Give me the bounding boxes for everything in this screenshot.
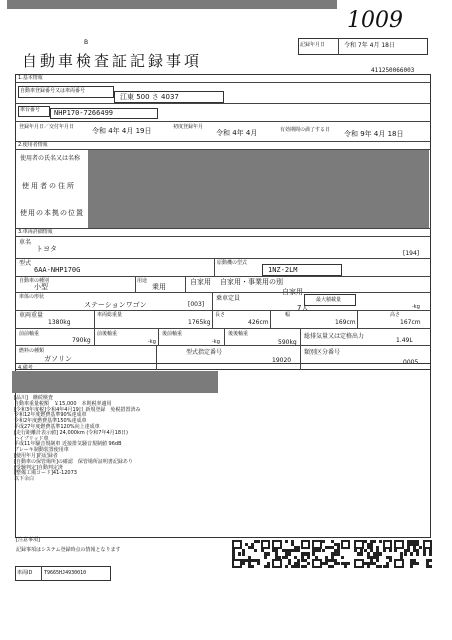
redacted-user-info: [88, 150, 429, 228]
kind-value: 小型: [34, 283, 48, 291]
qr-module: [429, 552, 432, 555]
engine-label: 原動機の型式: [217, 260, 248, 266]
remarks-line: [受験判定]自動判定済: [14, 464, 63, 471]
designation-value: 19020: [272, 357, 292, 364]
length-label: 長さ: [215, 312, 226, 318]
fuel-label: 燃料の種類: [19, 348, 45, 354]
remarks-line: [整備工場コード]41-12073: [14, 470, 77, 477]
qr-module: [404, 552, 407, 555]
qr-module: [416, 562, 419, 565]
qr-module: [307, 556, 310, 559]
qr-module: [341, 556, 344, 559]
fuel-value: ガソリン: [44, 355, 72, 363]
make-label: 車名: [19, 239, 32, 246]
qr-module: [416, 552, 419, 555]
chassis-label: 車台番号: [20, 107, 41, 113]
remarks-line: 以下余白: [14, 476, 35, 483]
remarks-line: [自動車の保管場所]の確認 保管場所証明書記録あり: [14, 458, 133, 465]
vehicle-id-label: 車両ID: [17, 570, 33, 576]
expiry-value: 令和 9年 4月 18日: [344, 130, 404, 138]
shape-value: ステーションワゴン: [84, 301, 147, 309]
qr-code-4: [354, 540, 392, 568]
remarks-line: ハイブリッド車: [14, 435, 49, 442]
qr-module: [367, 565, 370, 568]
first-year-label: 初度登録年月: [173, 124, 204, 130]
capacity-value: 7人: [297, 304, 309, 312]
qr-module: [285, 540, 288, 543]
qr-module: [383, 549, 386, 552]
document-number: 411250066003: [371, 67, 415, 74]
use-label: 用途: [137, 278, 148, 284]
expiry-label: 有効期間の満了する日: [280, 127, 331, 133]
qr-finder: [261, 540, 271, 549]
section-basic-label: 1.基本情報: [18, 75, 43, 81]
make-value: トヨタ: [36, 245, 57, 253]
qr-code-1: [232, 540, 270, 568]
remarks-line: 平成11年騒音規制車 近接排気騒音規制値 96dB: [14, 441, 122, 448]
qr-module: [331, 565, 334, 568]
qr-module: [394, 549, 397, 552]
qr-module: [429, 559, 432, 562]
qr-module: [242, 552, 245, 555]
vehicle-id-value: T9665HJ4930010: [44, 570, 87, 576]
section-remarks-label: 4.備考: [18, 365, 33, 371]
make-code: [194]: [403, 250, 420, 257]
remarks-list: [14, 396, 224, 483]
rear-front-value: -kg: [212, 339, 220, 345]
front-axle-value: 790kg: [72, 337, 91, 344]
qr-finder: [383, 540, 393, 549]
qr-module: [360, 552, 363, 555]
model-value: 6AA-NHP170G: [34, 266, 81, 274]
remarks-line: 令和12年度燃費基準90%達成車: [14, 412, 87, 419]
qr-finder: [312, 559, 322, 568]
qr-finder: [272, 559, 282, 568]
front-rear-value: -kg: [148, 339, 156, 345]
remarks-line: 令和2年度燃費基準150%達成車: [14, 418, 87, 425]
handwritten-number: 1009: [347, 8, 403, 33]
class-value: 0005: [403, 359, 419, 366]
remarks-line: [走行距離計表示値] 24,000km (令和7年4月18日): [14, 429, 128, 436]
first-reg-value: 令和 4年 4月 19日: [92, 127, 152, 135]
max-load-value: -kg: [412, 304, 420, 310]
rear-axle-value: 590kg: [278, 339, 297, 346]
shape-code: [003]: [188, 301, 205, 308]
qr-module: [410, 552, 413, 555]
weight-value: 1380kg: [48, 319, 71, 326]
qr-module: [251, 565, 254, 568]
qr-module: [322, 540, 325, 543]
chassis-value: NHP170-7266499: [54, 109, 114, 117]
qr-finder: [354, 559, 364, 568]
reg-number-label: 自動車登録番号又は車両番号: [20, 88, 86, 94]
length-value: 426cm: [248, 319, 269, 326]
qr-finder: [394, 559, 404, 568]
record-date-label: 記録年月日: [300, 42, 326, 48]
user-address-label: 使用者の住所: [22, 182, 76, 190]
qr-module: [288, 552, 291, 555]
section-vehicle-label: 3.車両詳細情報: [18, 229, 53, 235]
qr-finder: [312, 540, 322, 549]
remarks-line: [使用年月]的記録者: [14, 452, 58, 459]
height-value: 167cm: [400, 319, 421, 326]
qr-finder: [272, 540, 282, 549]
gross-value: 1765kg: [188, 319, 211, 326]
page-title: 自動車検査証記録事項: [22, 52, 203, 70]
class-label: 類別区分番号: [304, 349, 341, 356]
remarks-line: 自動車重量税額 ￥15,000 本則税率適用: [14, 400, 112, 407]
qr-finder: [232, 559, 242, 568]
qr-module: [242, 562, 245, 565]
user-name-label: 使用者の氏名又は名称: [20, 155, 81, 162]
qr-finder: [301, 540, 311, 549]
redacted-strip-top: [7, 0, 337, 9]
qr-module: [267, 552, 270, 555]
width-label: 幅: [285, 312, 291, 318]
front-axle-label: 前前軸重: [19, 331, 40, 337]
qr-finder: [423, 540, 433, 549]
qr-module: [285, 565, 288, 568]
qr-code-2: [272, 540, 310, 568]
qr-finder: [394, 540, 404, 549]
qr-finder: [354, 540, 364, 549]
qr-module: [423, 552, 426, 555]
qr-module: [304, 565, 307, 568]
notes-text: 記録事項はシステム登録時点の情報となります: [16, 547, 121, 553]
displacement-value: 1.49L: [396, 337, 413, 344]
qr-module: [376, 559, 379, 562]
small-mark: B: [84, 39, 89, 46]
remarks-line: 平成27年度燃費基準120%向上達成車: [14, 423, 100, 430]
qr-module: [322, 549, 325, 552]
first-year-value: 令和 4年 4月: [216, 129, 258, 137]
use-value: 乗用: [152, 283, 166, 291]
purpose-value: 自家用: [190, 278, 211, 286]
user-base-label: 使用の本拠の位置: [20, 209, 84, 217]
displacement-label: 総排気量又は定格出力: [304, 333, 365, 340]
qr-module: [257, 562, 260, 565]
first-reg-label: 登録年月日／交付年月日: [19, 124, 75, 130]
qr-code-5: [394, 540, 432, 568]
height-label: 高さ: [390, 312, 401, 318]
qr-module: [347, 562, 350, 565]
engine-value: 1NZ-2LM: [268, 266, 298, 274]
qr-code-3: [312, 540, 350, 568]
qr-module: [344, 565, 347, 568]
rear-axle-label: 後後軸重: [228, 331, 249, 337]
qr-module: [386, 565, 389, 568]
qr-module: [254, 549, 257, 552]
qr-module: [410, 565, 413, 568]
reg-number-value: 江東 500 さ 4037: [120, 93, 179, 101]
qr-module: [267, 565, 270, 568]
gross-label: 車両総重量: [97, 312, 123, 318]
max-load-label: 最大積載量: [316, 297, 342, 303]
width-value: 169cm: [335, 319, 356, 326]
remarks-line: [品川] 継続検査: [14, 395, 53, 401]
purpose-label: 自家用・事業用の別: [220, 278, 283, 286]
qr-module: [389, 559, 392, 562]
qr-module: [264, 556, 267, 559]
designation-label: 型式指定番号: [186, 349, 223, 356]
purpose-value-2: 自家用: [282, 288, 303, 296]
kind-label: 自動車の種別: [19, 278, 50, 284]
weight-label: 車両重量: [19, 312, 44, 319]
rear-front-label: 後前軸重: [162, 331, 183, 337]
qr-module: [307, 562, 310, 565]
redacted-remarks: [12, 371, 218, 393]
capacity-label: 乗車定員: [216, 295, 241, 302]
qr-module: [373, 540, 376, 543]
notes-label: [注意事項]: [16, 537, 40, 543]
qr-module: [389, 549, 392, 552]
qr-module: [379, 552, 382, 555]
qr-finder: [341, 540, 351, 549]
remarks-line: ブレーキ制動装置使用車: [14, 447, 69, 454]
record-date-value: 令和 7年 4月 18日: [344, 42, 395, 49]
qr-finder: [232, 540, 242, 549]
shape-label: 車体の形状: [19, 294, 45, 300]
remarks-line: [令和3年度税]令和4年4月19日 新規登録 免税措置済み: [14, 406, 141, 413]
model-label: 型式: [19, 260, 32, 267]
qr-module: [429, 565, 432, 568]
front-rear-label: 前後軸重: [97, 331, 118, 337]
section-user-label: 2.使用者情報: [18, 142, 48, 148]
